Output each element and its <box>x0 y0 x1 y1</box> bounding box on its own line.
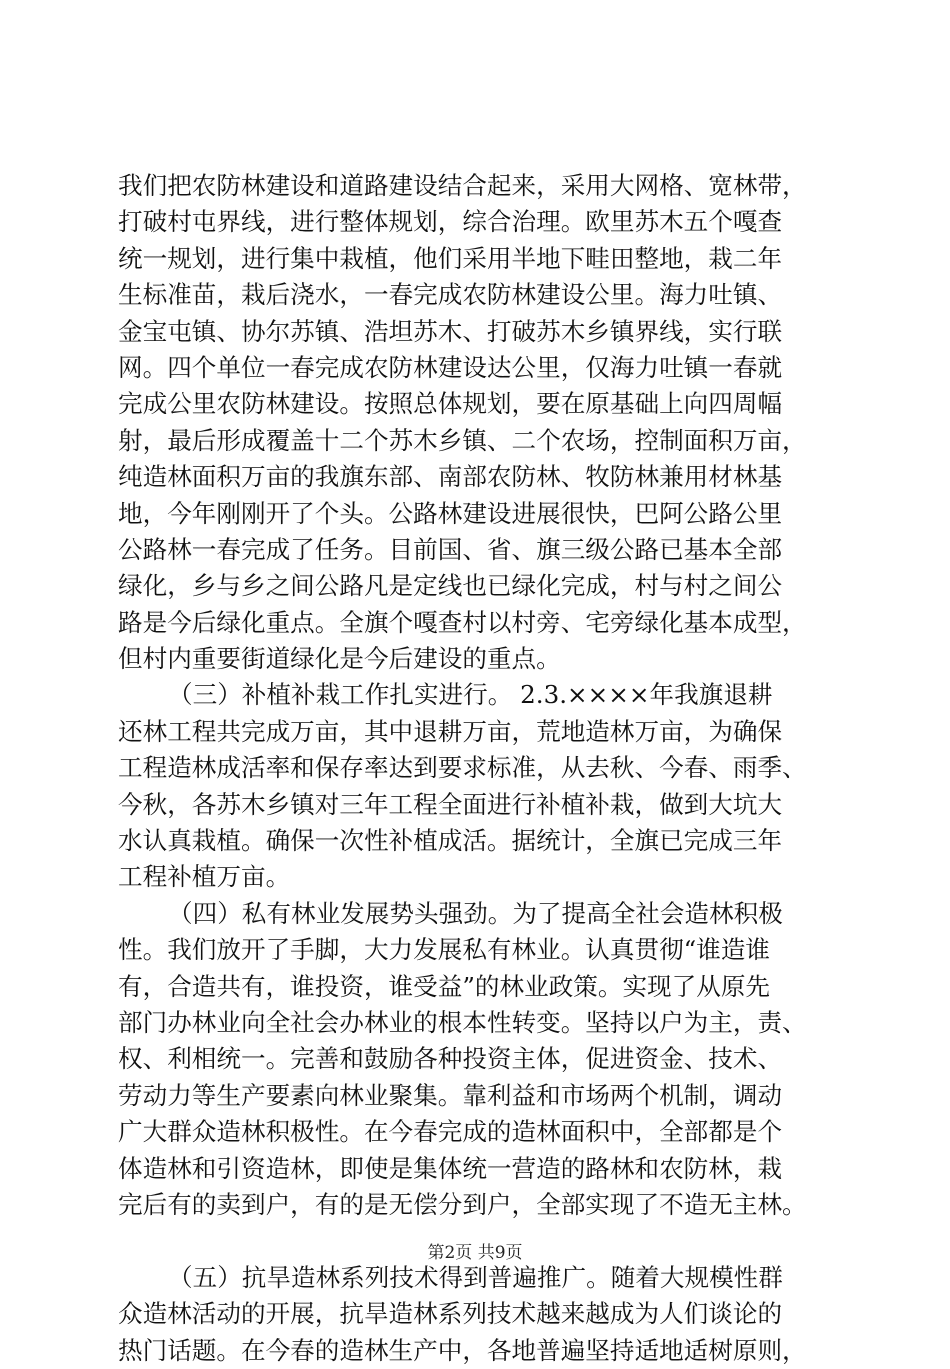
text-line: 公路林一春完成了任务。目前国、省、旗三级公路已基本全部 <box>118 534 783 564</box>
text-line: 热门话题。在今春的造林生产中，各地普遍坚持适地适树原则， <box>118 1335 807 1365</box>
text-line: 众造林活动的开展，抗旱造林系列技术越来越成为人们谈论的 <box>118 1299 783 1329</box>
text-line: （五）抗旱造林系列技术得到普遍推广。随着大规模性群 <box>168 1262 783 1292</box>
text-line: 路是今后绿化重点。全旗个嘎查村以村旁、宅旁绿化基本成型， <box>118 607 807 637</box>
text-line: 我们把农防林建设和道路建设结合起来，采用大网格、宽林带， <box>118 171 807 200</box>
text-line: （四）私有林业发展势头强劲。为了提高全社会造林积极 <box>168 898 783 928</box>
text-line: 还林工程共完成万亩，其中退耕万亩，荒地造林万亩，为确保 <box>118 716 783 746</box>
text-line: 绿化，乡与乡之间公路凡是定线也已绿化完成，村与村之间公 <box>118 571 783 601</box>
text-line: 打破村屯界线，进行整体规划，综合治理。欧里苏木五个嘎查 <box>118 207 783 237</box>
text-line: 完后有的卖到户，有的是无偿分到户，全部实现了不造无主林。 <box>118 1189 807 1219</box>
text-line: 有，合造共有，谁投资，谁受益”的林业政策。实现了从原先 <box>118 971 771 1001</box>
text-line: 广大群众造林积极性。在今春完成的造林面积中，全部都是个 <box>118 1117 783 1147</box>
text-line: 完成公里农防林建设。按照总体规划，要在原基础上向四周幅 <box>118 389 783 419</box>
page-footer: 第2页 共9页 <box>427 1243 523 1263</box>
text-line: 工程造林成活率和保存率达到要求标准，从去秋、今春、雨季、 <box>118 753 807 783</box>
document-body <box>118 168 838 1369</box>
text-line: 部门办林业向全社会办林业的根本性转变。坚持以户为主，责、 <box>118 1007 807 1037</box>
text-line: 地，今年刚刚开了个头。公路林建设进展很快，巴阿公路公里 <box>118 498 783 528</box>
text-line: 统一规划，进行集中栽植，他们采用半地下畦田整地，栽二年 <box>118 243 783 273</box>
text-line: 劳动力等生产要素向林业聚集。靠利益和市场两个机制，调动 <box>118 1080 783 1110</box>
text-line: 射，最后形成覆盖十二个苏木乡镇、二个农场，控制面积万亩， <box>118 425 807 455</box>
text-line: 权、利相统一。完善和鼓励各种投资主体，促进资金、技术、 <box>118 1044 783 1074</box>
text-line: 今秋，各苏木乡镇对三年工程全面进行补植补栽，做到大坑大 <box>118 789 783 819</box>
text-line: 生标准苗，栽后浇水，一春完成农防林建设公里。海力吐镇、 <box>118 280 783 310</box>
text-line: （三）补植补栽工作扎实进行。 2.3.××××年我旗退耕 <box>168 680 773 710</box>
text-line: 工程补植万亩。 <box>118 862 291 892</box>
text-line: 体造林和引资造林，即使是集体统一营造的路林和农防林，栽 <box>118 1153 783 1183</box>
text-line: 金宝屯镇、协尔苏镇、浩坦苏木、打破苏木乡镇界线，实行联 <box>118 316 783 346</box>
text-line: 但村内重要街道绿化是今后建设的重点。 <box>118 644 561 674</box>
text-line: 网。四个单位一春完成农防林建设达公里，仅海力吐镇一春就 <box>118 352 783 382</box>
text-line: 水认真栽植。确保一次性补植成活。据统计，全旗已完成三年 <box>118 826 783 856</box>
text-line: 性。我们放开了手脚，大力发展私有林业。认真贯彻“谁造谁 <box>118 935 771 965</box>
text-line: 纯造林面积万亩的我旗东部、南部农防林、牧防林兼用材林基 <box>118 462 783 492</box>
